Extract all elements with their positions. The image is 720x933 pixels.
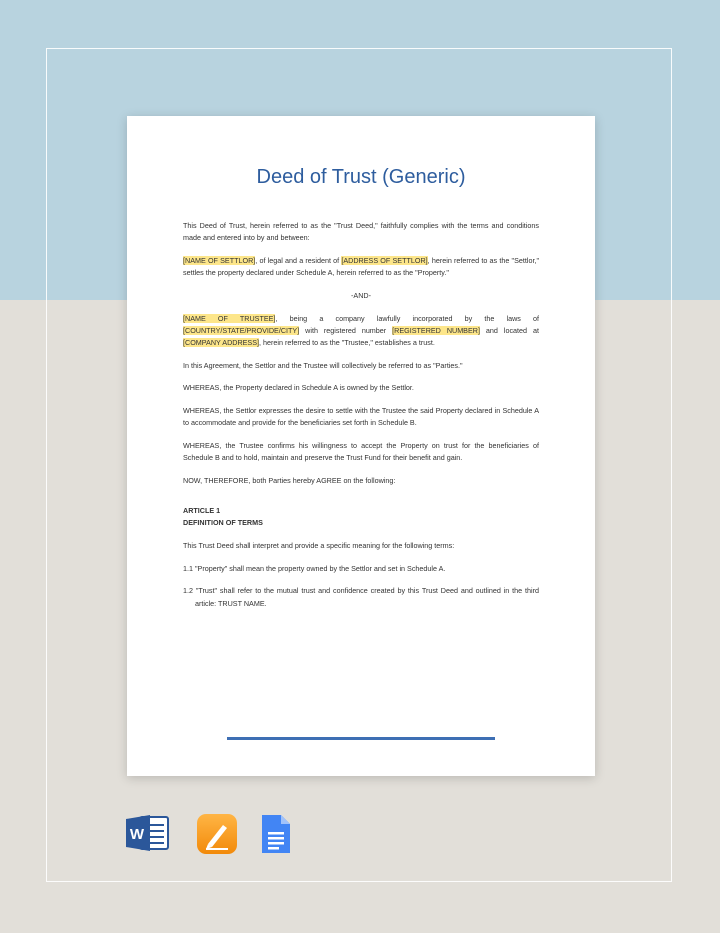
definition-1-2: 1.2 "Trust" shall refer to the mutual trust and confidence created by this Trust Deed and outlined in the third article: TRUST NAME. <box>183 586 539 608</box>
article-title: DEFINITION OF TERMS <box>183 518 263 528</box>
trustee-regnum-placeholder: [REGISTERED NUMBER] <box>392 325 480 335</box>
document-body <box>183 220 539 620</box>
trustee-name-placeholder: [NAME OF TRUSTEE] <box>183 313 276 323</box>
parties-paragraph: In this Agreement, the Settlor and the Trustee will collectively be referred to as "Parties." <box>183 360 463 370</box>
trustee-text-3: and located at <box>479 325 539 335</box>
trustee-text-4: , herein referred to as the "Trustee," establishes a trust. <box>259 337 435 347</box>
pages-icon <box>196 813 238 855</box>
whereas-3: WHEREAS, the Trustee confirms his willingness to accept the Property on trust for the beneficiaries of Schedule B and to hold, maintain and preserve the Trust Fund for their benefit and gain. <box>183 440 539 463</box>
document-title: Deed of Trust (Generic) <box>256 166 466 188</box>
document-page <box>127 116 595 776</box>
trustee-paragraph <box>183 313 539 350</box>
trustee-address-placeholder: [COMPANY ADDRESS] <box>183 337 260 347</box>
settlor-name-placeholder: [NAME OF SETTLOR] <box>183 255 256 265</box>
trustee-text-1: , being a company lawfully incorporated by the laws of <box>275 313 539 323</box>
footer-rule <box>227 737 495 740</box>
svg-text:W: W <box>129 826 145 843</box>
settlor-paragraph <box>183 255 539 279</box>
now-therefore: NOW, THEREFORE, both Parties hereby AGREE on the following: <box>183 475 396 485</box>
and-separator: -AND- <box>351 290 371 300</box>
settlor-text-1: , of legal and a resident of <box>255 255 342 265</box>
definition-1-1: 1.1 "Property" shall mean the property owned by the Settlor and set in Schedule A. <box>183 563 446 573</box>
intro-paragraph: This Deed of Trust, herein referred to as the "Trust Deed," faithfully complies with the terms and conditions made and entered into by and between: <box>183 221 539 243</box>
article-number: ARTICLE 1 <box>183 506 221 516</box>
settlor-text-2: , herein referred to as the "Settlor," settles the property declared under Schedule A, herein referred to as the "Property." <box>183 255 539 278</box>
trustee-text-2: with registered number <box>299 325 393 335</box>
trustee-country-placeholder: [COUNTRY/STATE/PROVIDE/CITY] <box>183 325 300 335</box>
settlor-address-placeholder: [ADDRESS OF SETTLOR] <box>341 255 428 265</box>
whereas-1: WHEREAS, the Property declared in Schedule A is owned by the Settlor. <box>183 383 414 393</box>
article-intro: This Trust Deed shall interpret and provide a specific meaning for the following terms: <box>183 540 455 550</box>
google-docs-icon <box>260 813 292 855</box>
whereas-2: WHEREAS, the Settlor expresses the desire to settle with the Trustee the said Property declared in Schedule A to accommodate and provide for the beneficiaries set forth in Schedule B. <box>183 406 539 428</box>
word-icon <box>126 813 170 853</box>
